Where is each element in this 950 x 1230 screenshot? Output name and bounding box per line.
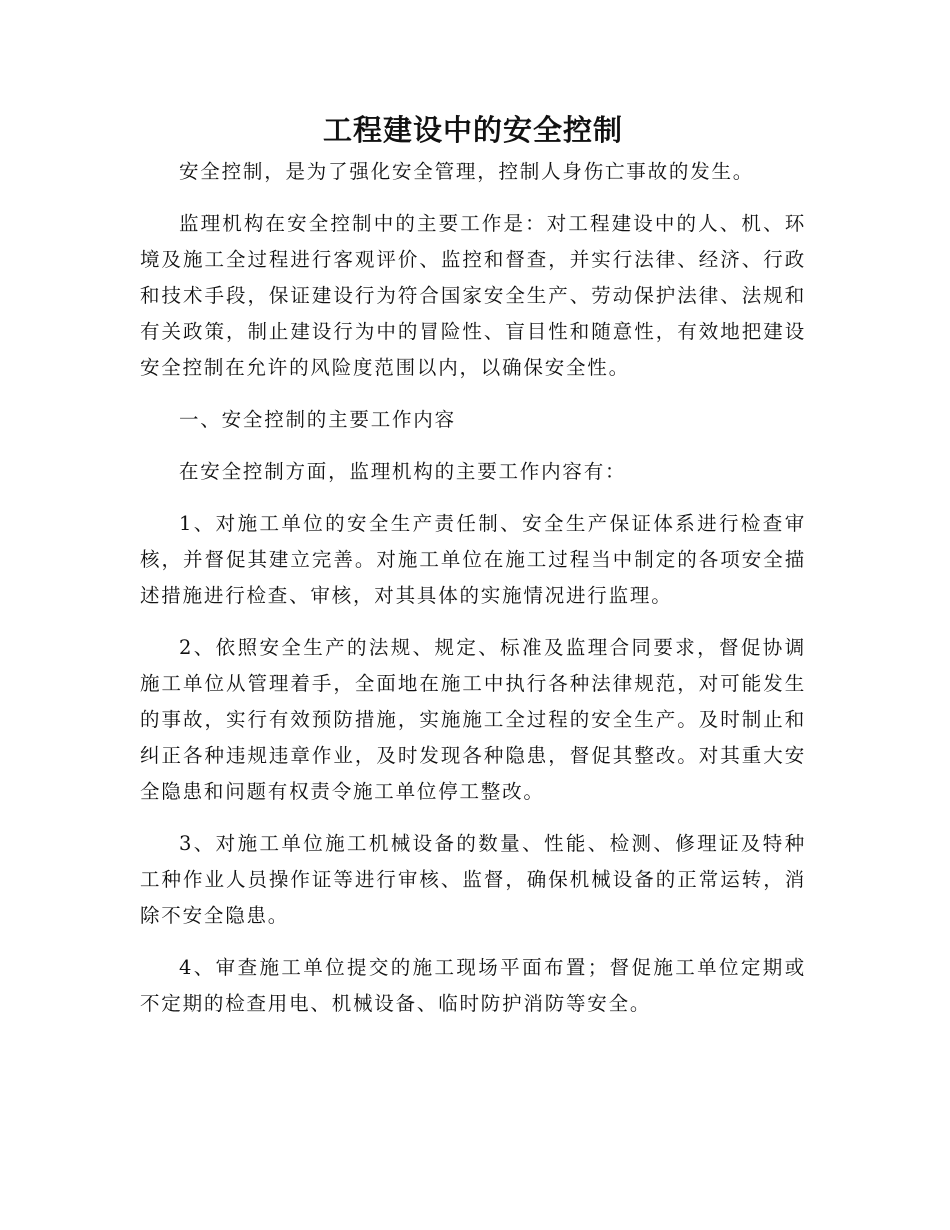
document-title: 工程建设中的安全控制	[322, 113, 623, 147]
document-page	[140, 108, 806, 1038]
list-item-2: 2、依照安全生产的法规、规定、标准及监理合同要求，督促协调施工单位从管理着手，全面地在施工中执行各种法律规范，对可能发生的事故，实行有效预防措施，实施施工全过程的安全生产。及时制止和纠正各种违规违章作业，及时发现各种隐患，督促其整改。对其重大安全隐患和问题有权责令施工单位停工整改。	[140, 636, 806, 803]
paragraph-supervision-work: 监理机构在安全控制中的主要工作是：对工程建设中的人、机、环境及施工全过程进行客观评价、监控和督查，并实行法律、经济、行政和技术手段，保证建设行为符合国家安全生产、劳动保护法律、法规和有关政策，制止建设行为中的冒险性、盲目性和随意性，有效地把建设安全控制在允许的风险度范围以内，以确保安全性。	[140, 212, 806, 379]
list-item-3: 3、对施工单位施工机械设备的数量、性能、检测、修理证及特种工种作业人员操作证等进行审核、监督，确保机械设备的正常运转，消除不安全隐患。	[140, 832, 806, 927]
paragraph-work-content-intro: 在安全控制方面，监理机构的主要工作内容有：	[179, 460, 627, 483]
paragraph-intro: 安全控制，是为了强化安全管理，控制人身伤亡事故的发生。	[179, 160, 755, 183]
list-item-4: 4、审查施工单位提交的施工现场平面布置；督促施工单位定期或不定期的检查用电、机械设备、临时防护消防等安全。	[140, 956, 806, 1015]
list-item-1: 1、对施工单位的安全生产责任制、安全生产保证体系进行检查审核，并督促其建立完善。对施工单位在施工过程当中制定的各项安全描述措施进行检查、审核，对其具体的实施情况进行监理。	[140, 512, 806, 607]
section-heading-main-work: 一、安全控制的主要工作内容	[179, 408, 456, 431]
